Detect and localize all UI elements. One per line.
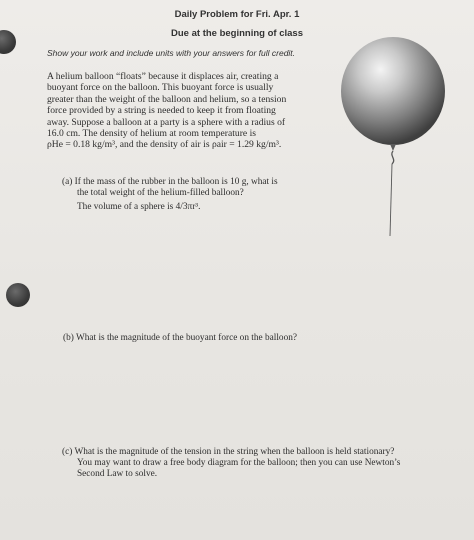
page-title: Daily Problem for Fri. Apr. 1 — [174, 9, 300, 20]
balloon-illustration — [340, 35, 450, 240]
question-c — [62, 447, 457, 481]
balloon-icon — [340, 35, 450, 240]
page-subtitle: Due at the beginning of class — [171, 28, 303, 39]
punch-hole-middle — [6, 283, 30, 307]
intro-line: force provided by a string is needed to keep it from floating — [47, 105, 276, 117]
density-line: ρHe = 0.18 kg/m³, and the density of air is ρair = 1.29 kg/m³. — [47, 139, 282, 151]
intro-line: buoyant force on the balloon. This buoyant force is usually — [47, 82, 274, 94]
question-a-line-1: (a) If the mass of the rubber in the balloon is 10 g, what is — [62, 177, 278, 187]
question-a-line-2: the total weight of the helium-filled balloon? — [77, 188, 244, 199]
question-b — [63, 333, 383, 344]
question-a — [62, 177, 332, 214]
question-b-line-1: (b) What is the magnitude of the buoyant force on the balloon? — [63, 333, 297, 343]
intro-line: A helium balloon “floats” because it displaces air, creating a — [47, 71, 279, 82]
question-a-line-3: The volume of a sphere is 4/3πr³. — [77, 202, 201, 213]
intro-line: 16.0 cm. The density of helium at room temperature is — [47, 128, 256, 140]
question-c-line-1: (c) What is the magnitude of the tension in the string when the balloon is held stationary? — [62, 447, 395, 457]
instructions: Show your work and include units with your answers for full credit. — [47, 48, 296, 58]
problem-intro — [47, 71, 312, 151]
question-c-line-2: You may want to draw a free body diagram for the balloon; then you can use Newton’s — [77, 458, 401, 469]
intro-line: away. Suppose a balloon at a party is a sphere with a radius of — [47, 116, 286, 128]
question-c-line-3: Second Law to solve. — [77, 469, 158, 480]
intro-line: greater than the weight of the balloon and helium, so a tension — [47, 93, 287, 105]
